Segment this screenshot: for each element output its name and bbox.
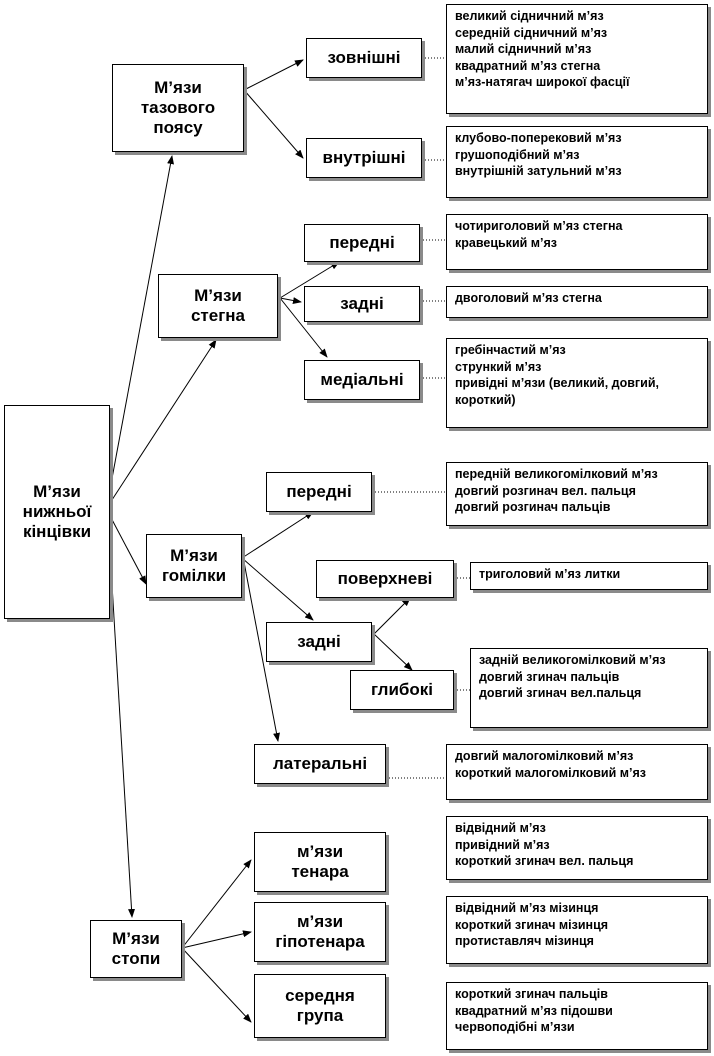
muscle-item: квадратний м’яз стегна	[455, 58, 601, 73]
connector-arrow-leg-to-anterior	[242, 512, 313, 558]
group-foot-node	[90, 920, 182, 978]
muscle-item: клубово-поперековий м’яз	[455, 131, 622, 145]
pelvis-internal-muscle-list	[446, 126, 708, 198]
leg-posterior-label: задні	[297, 631, 341, 651]
pelvis-external-label: зовнішні	[327, 47, 401, 67]
connector-arrow-root-to-foot	[108, 518, 132, 917]
leg-deep-node	[350, 670, 454, 710]
muscle-item: короткий згинач вел. пальця	[455, 854, 634, 868]
leg-deep-muscle-list	[470, 648, 708, 728]
connector-arrow-pelvis-to-external	[244, 60, 303, 90]
leg-anterior-label: передні	[286, 481, 352, 501]
thigh-posterior-muscle-list	[446, 286, 708, 318]
root-node	[4, 405, 110, 619]
leg-superficial-muscle-list	[470, 562, 708, 590]
muscle-item: довгий розгинач вел. пальця	[455, 483, 636, 498]
muscle-item: привідний м’яз	[455, 837, 550, 852]
thigh-anterior-label: передні	[329, 232, 395, 252]
foot-hypothenar-muscle-list	[446, 896, 708, 964]
muscle-item: короткий згинач мізинця	[455, 917, 609, 932]
group-thigh-node	[158, 274, 278, 338]
foot-middle-label: середня група	[285, 985, 355, 1025]
thigh-posterior-label: задні	[340, 293, 384, 313]
muscle-item: стрункий м’яз	[455, 359, 542, 374]
leg-lateral-node	[254, 744, 386, 784]
muscle-item: довгий розгинач пальців	[455, 500, 611, 514]
connector-arrow-pelvis-to-internal	[244, 90, 303, 158]
muscle-item: чотириголовий м’яз стегна	[455, 219, 623, 233]
root-label: М’язи нижньої кінцівки	[22, 481, 92, 542]
connector-arrow-foot-to-middle	[182, 948, 251, 1022]
muscle-item: короткий згинач пальців	[455, 987, 608, 1001]
muscle-item: привідні м’язи (великий, довгий, короткий)	[455, 376, 659, 407]
leg-lateral-muscle-list	[446, 744, 708, 800]
connector-arrow-posterior-to-superficial	[374, 598, 410, 634]
muscle-item: м’яз-натягач широкої фасції	[455, 75, 630, 89]
connector-arrow-root-to-thigh	[108, 340, 216, 506]
foot-hypothenar-node	[254, 902, 386, 962]
muscle-item: внутрішній затульний м’яз	[455, 164, 622, 178]
muscle-item: малий сідничний м’яз	[455, 42, 592, 56]
muscle-item: двоголовий м’яз стегна	[455, 291, 602, 305]
muscle-item: грушоподібний м’яз	[455, 147, 580, 162]
group-pelvis-node	[112, 64, 244, 152]
muscle-item: довгий згинач пальців	[479, 669, 620, 684]
thigh-medial-node	[304, 360, 420, 400]
pelvis-internal-node	[306, 138, 422, 178]
pelvis-external-node	[306, 38, 422, 78]
muscle-item: триголовий м’яз литки	[479, 567, 621, 581]
muscle-item: задній великогомілковий м’яз	[479, 653, 666, 667]
pelvis-internal-label: внутрішні	[322, 147, 406, 167]
pelvis-external-muscle-list	[446, 4, 708, 114]
group-leg-node	[146, 534, 242, 598]
group-leg-label: М’язи гомілки	[161, 545, 227, 585]
thigh-anterior-node	[304, 224, 420, 262]
muscle-item: великий сідничний м’яз	[455, 9, 604, 23]
muscle-item: відвідний м’яз	[455, 821, 546, 835]
foot-thenar-node	[254, 832, 386, 892]
muscle-item: довгий малогомілковий м’яз	[455, 749, 634, 763]
leg-deep-label: глибокі	[370, 679, 434, 699]
muscle-item: довгий згинач вел.пальця	[479, 686, 642, 700]
muscle-item: червоподібні м’язи	[455, 1020, 575, 1034]
muscle-item: передній великогомілковий м’яз	[455, 467, 658, 481]
muscle-item: протиставляч мізинця	[455, 934, 594, 948]
muscle-item: квадратний м’яз підошви	[455, 1003, 613, 1018]
muscle-item: гребінчастий м’яз	[455, 343, 566, 357]
connector-arrow-posterior-to-deep	[374, 634, 412, 670]
group-pelvis-label: М’язи тазового поясу	[140, 77, 216, 138]
connector-arrow-leg-to-posterior	[242, 558, 313, 620]
connector-arrow-root-to-leg	[108, 512, 146, 584]
thigh-medial-label: медіальні	[320, 369, 404, 389]
leg-lateral-label: латеральні	[272, 753, 368, 773]
muscle-item: короткий малогомілковий м’яз	[455, 765, 647, 780]
muscle-item: відвідний м’яз мізинця	[455, 901, 599, 915]
foot-thenar-muscle-list	[446, 816, 708, 880]
thigh-anterior-muscle-list	[446, 214, 708, 270]
foot-hypothenar-label: м’язи гіпотенара	[275, 911, 365, 951]
foot-middle-node	[254, 974, 386, 1038]
group-thigh-label: М’язи стегна	[190, 285, 246, 325]
muscle-item: середній сідничний м’яз	[455, 25, 608, 40]
group-foot-label: М’язи стопи	[111, 928, 161, 968]
leg-superficial-node	[316, 560, 454, 598]
foot-middle-muscle-list	[446, 982, 708, 1050]
thigh-posterior-node	[304, 286, 420, 322]
muscle-item: кравецький м’яз	[455, 235, 558, 250]
leg-anterior-node	[266, 472, 372, 512]
leg-anterior-muscle-list	[446, 462, 708, 526]
thigh-medial-muscle-list	[446, 338, 708, 428]
foot-thenar-label: м’язи тенара	[291, 841, 349, 881]
leg-posterior-node	[266, 622, 372, 662]
leg-superficial-label: поверхневі	[337, 568, 433, 588]
